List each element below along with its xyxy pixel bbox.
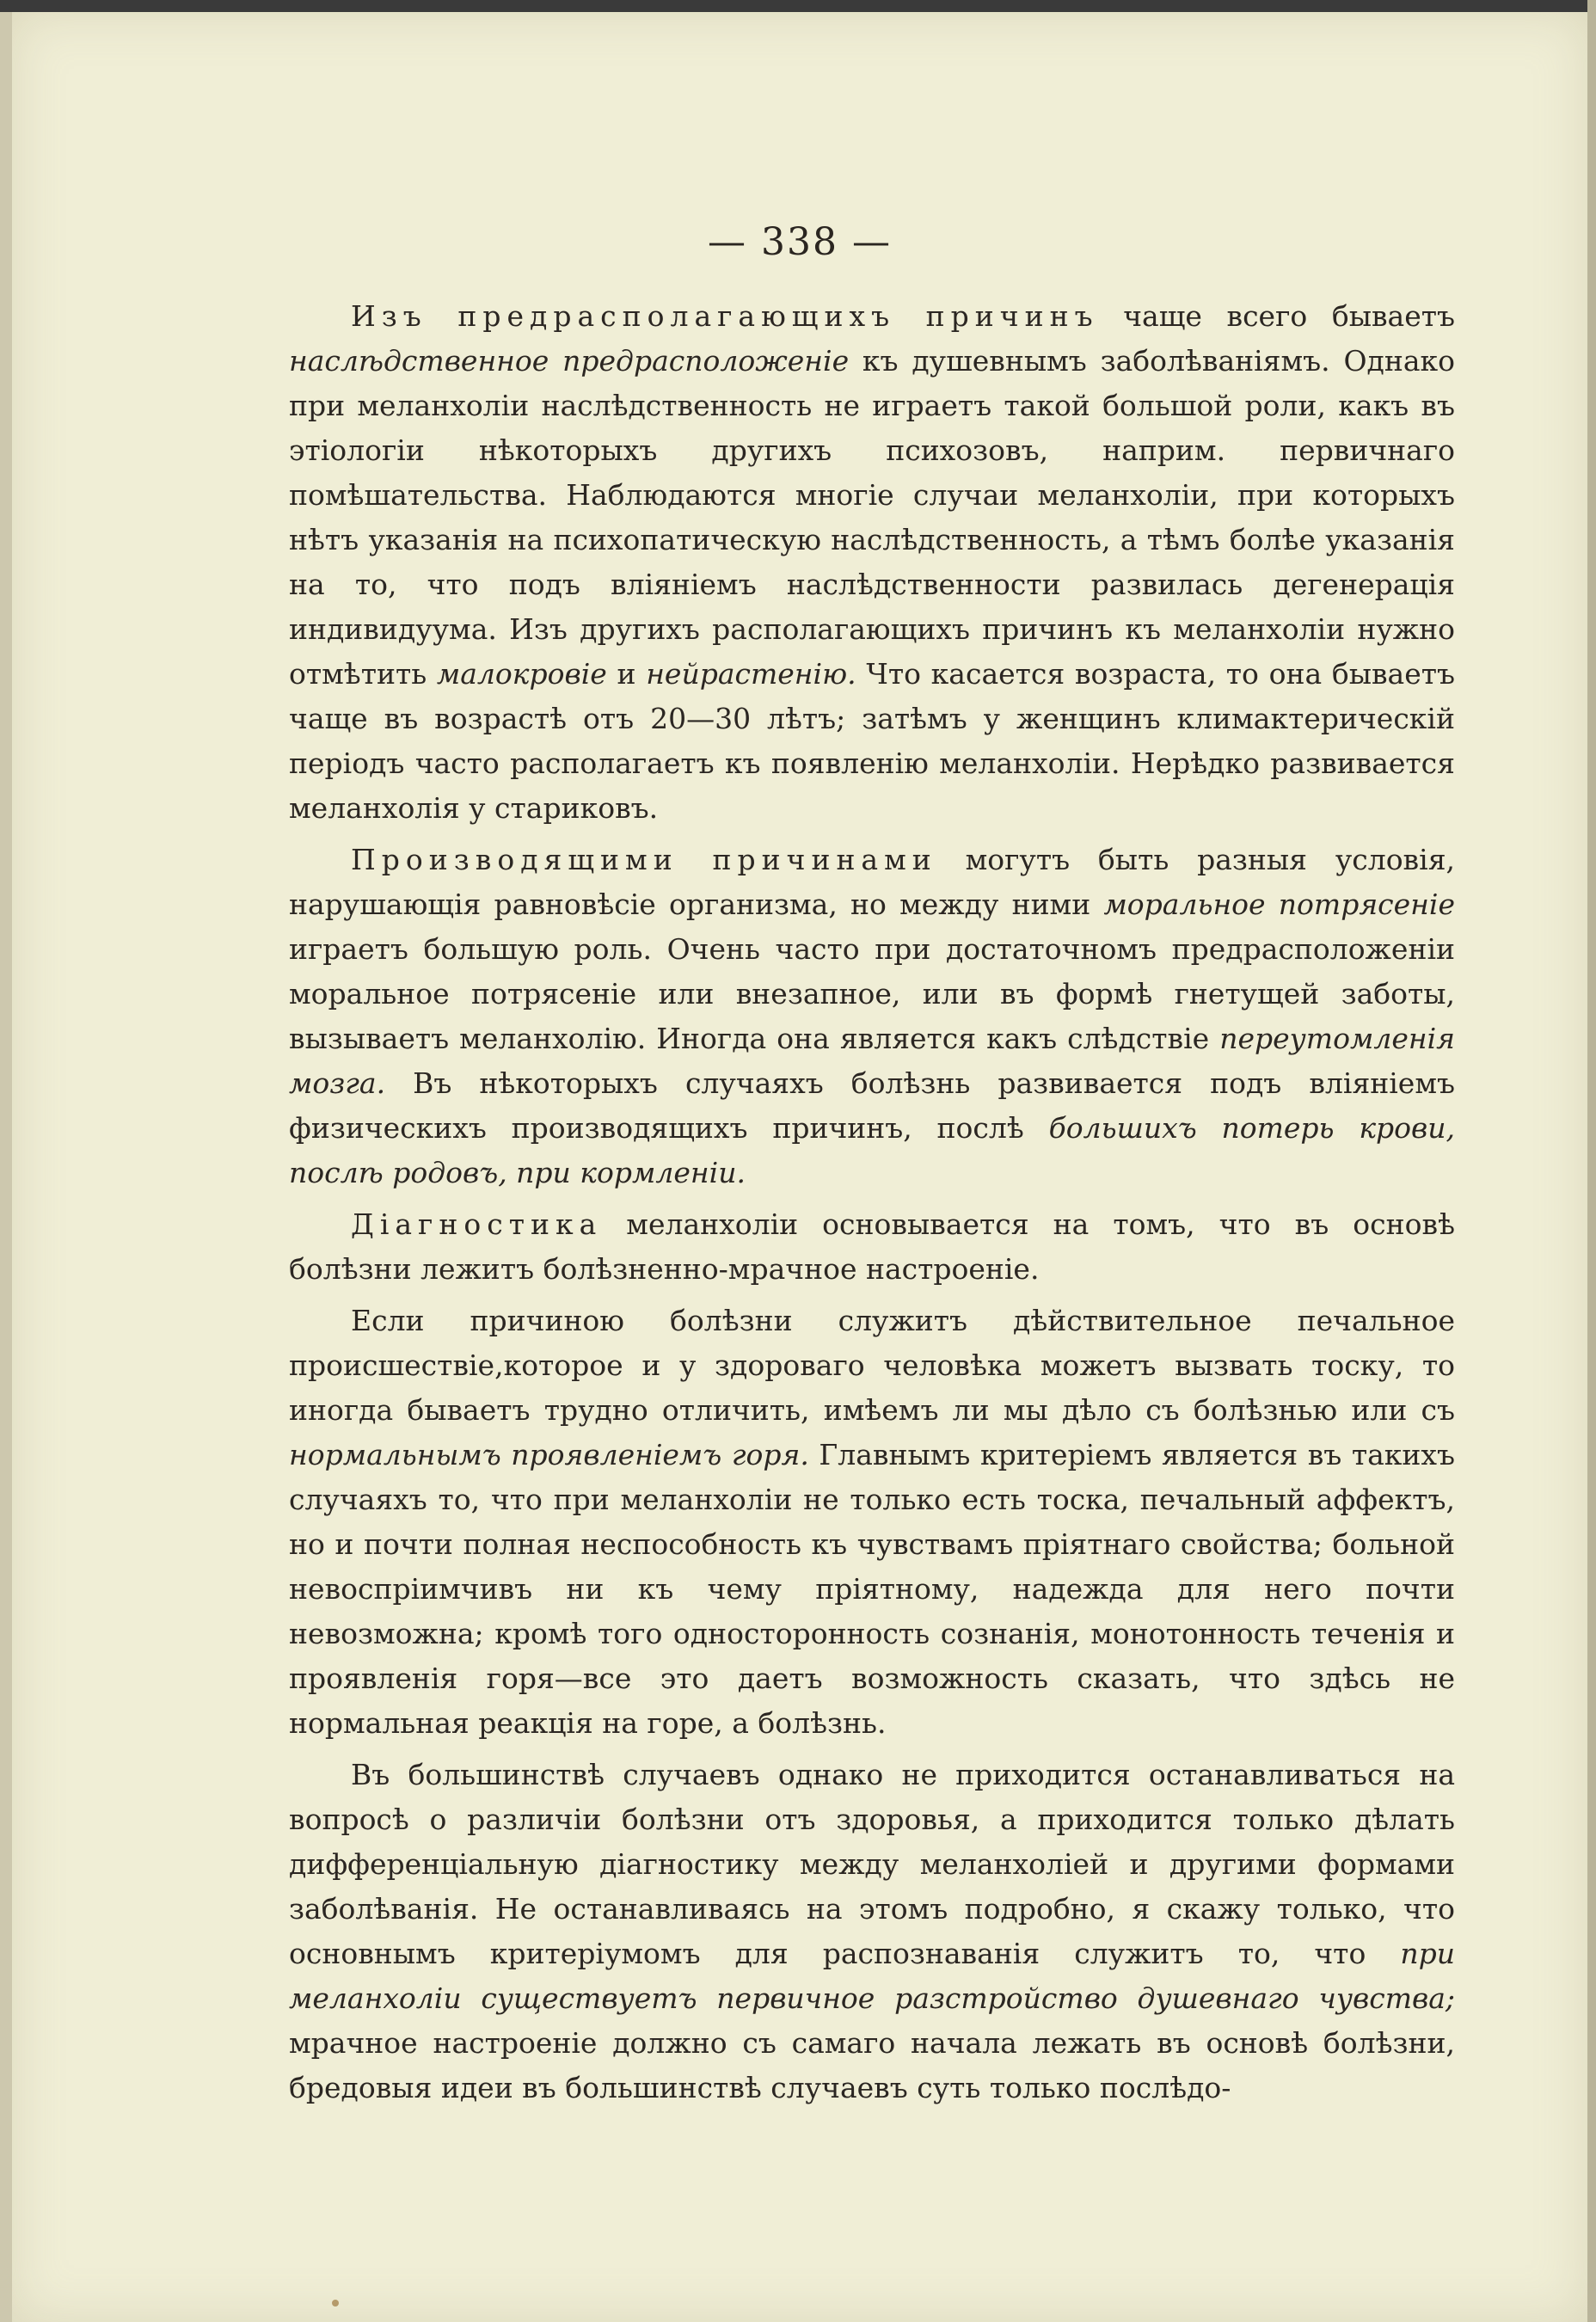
text-run: могутъ быть разныя условія, нарушающія равновѣсіе организма, но между ними [289, 843, 1455, 921]
page-sheet [12, 12, 1587, 2322]
paragraph [289, 1753, 1455, 2110]
text-run: мрачное настроеніе должно съ самаго начала лежать въ основѣ болѣзни, бредовыя идеи въ большинствѣ случаевъ суть только послѣдо- [289, 2026, 1455, 2104]
paper-speck [332, 2300, 339, 2307]
spaced-term: Діагностика [351, 1207, 603, 1241]
text-run: и [606, 657, 647, 691]
italic-term: малокровіе [436, 657, 607, 691]
italic-term: при меланхоліи существуетъ первичное разстройство душевнаго чувства; [289, 1937, 1455, 2015]
text-run: чаще всего бываетъ [1098, 299, 1456, 333]
spaced-term: Производящими причинами [351, 843, 937, 876]
italic-term: переутомленія мозга. [289, 1022, 1455, 1100]
spaced-term: Изъ предрасполагающихъ причинъ [351, 299, 1099, 333]
paragraph [289, 1202, 1455, 1292]
text-run: играетъ большую роль. Очень часто при достаточномъ предрасположеніи моральное потрясеніе или внезапное, или въ формѣ гнетущей заботы, вызываетъ меланхолію. Иногда она является какъ слѣдствіе [289, 932, 1455, 1055]
page-number: — 338 — [708, 220, 892, 264]
text-run: Главнымъ критеріемъ является въ такихъ случаяхъ то, что при меланхоліи не только есть тоска, печальный аффектъ, но и почти полная неспособность къ чувствамъ пріятнаго свойства; больной невоспріимчивъ ни къ чему пріятному, надежда для него почти невозможна; кромѣ того односторонность сознанія, монотонность теченія и проявленія горя—все это даетъ возможность сказать, что здѣсь не нормальная реакція на горе, а болѣзнь. [289, 1438, 1455, 1740]
text-run: Что касается возраста, то она бываетъ чаще въ возрастѣ отъ 20—30 лѣтъ; затѣмъ у женщинъ климактерическій періодъ часто располагаетъ къ появленію меланхоліи. Нерѣдко развивается меланхолія у стариковъ. [289, 657, 1456, 825]
scan-top-edge [0, 0, 1596, 12]
text-run: меланхоліи основывается на томъ, что въ основѣ болѣзни лежитъ болѣзненно-мрачное настроеніе. [289, 1207, 1455, 1286]
italic-term: нейрастенію. [646, 657, 856, 691]
paragraph [289, 294, 1455, 831]
paragraph [289, 838, 1455, 1195]
italic-term: моральное потрясеніе [1103, 888, 1455, 921]
text-run: Если причиною болѣзни служитъ дѣйствительное печальное происшествіе,которое и у здороваго человѣка можетъ вызвать тоску, то иногда бываетъ трудно отличить, имѣемъ ли мы дѣло съ болѣзнью или съ [289, 1304, 1455, 1427]
body-text [289, 294, 1455, 2117]
italic-term: наслѣдственное предрасположеніе [289, 344, 850, 378]
italic-term: большихъ потерь крови, послѣ родовъ, при кормленіи. [289, 1111, 1455, 1189]
text-run: Въ большинствѣ случаевъ однако не приходится останавливаться на вопросѣ о различіи болѣзни отъ здоровья, а приходится только дѣлать дифференціальную діагностику между меланхоліей и другими формами заболѣванія. Не останавливаясь на этомъ подробно, я скажу только, что основнымъ критеріумомъ для распознаванія служитъ то, что [289, 1758, 1455, 1970]
italic-term: нормальнымъ проявленіемъ горя. [289, 1438, 809, 1471]
paragraph [289, 1299, 1455, 1746]
text-run: къ душевнымъ заболѣваніямъ. Однако при меланхоліи наслѣдственность не играетъ такой большой роли, какъ въ этіологіи нѣкоторыхъ другихъ психозовъ, наприм. первичнаго помѣшательства. Наблюдаются многіе случаи меланхоліи, при которыхъ нѣтъ указанія на психопатическую наслѣдственность, а тѣмъ болѣе указанія на то, что подъ вліяніемъ наслѣдственности развилась дегенерація индивидуума. Изъ другихъ располагающихъ причинъ къ меланхоліи нужно отмѣтить [289, 344, 1456, 691]
text-run: Въ нѣкоторыхъ случаяхъ болѣзнь развивается подъ вліяніемъ физическихъ производящихъ причинъ, послѣ [289, 1066, 1455, 1145]
scan-right-edge [1587, 0, 1596, 2322]
